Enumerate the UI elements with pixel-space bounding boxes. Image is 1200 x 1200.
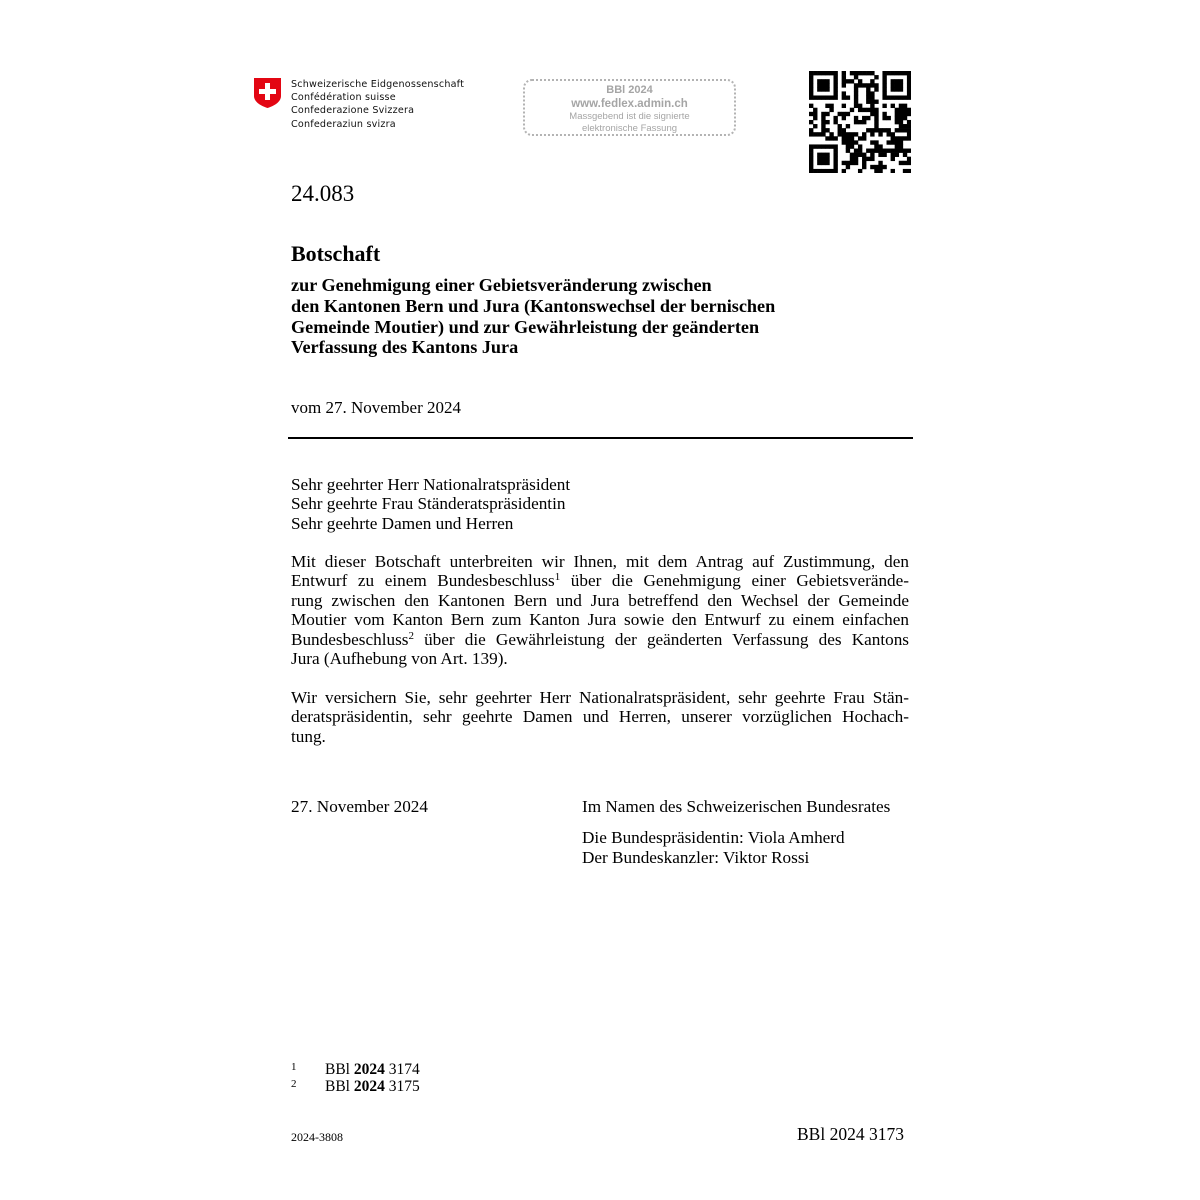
divider: [288, 437, 913, 439]
footnote-year: 2024: [353, 1061, 385, 1078]
paragraph-line: tung.: [291, 726, 326, 746]
stamp-line-1: BBl 2024: [606, 84, 653, 96]
signature-date: 27. November 2024: [291, 797, 428, 816]
footnote-text: [325, 1061, 420, 1078]
paragraph-line: deratspräsidentin, sehr geehrte Damen und Herren, unserer vorzüglichen Hochach-: [291, 707, 909, 727]
footnote-year: 2024: [353, 1078, 385, 1095]
swiss-cross-icon: [253, 77, 282, 109]
paragraph-line: Wir versichern Sie, sehr geehrter Herr Nationalratspräsident, sehr geehrte Frau Stän-: [291, 688, 909, 707]
paragraph-text: über die Genehmigung einer Gebietsverände-: [560, 571, 909, 591]
gov-name-de: Schweizerische Eidgenossenschaft: [291, 79, 465, 90]
footnote-ref-1[interactable]: 1: [554, 571, 561, 584]
footnote-prefix: BBl: [325, 1078, 354, 1095]
paragraph-text: über die Gewährleistung der geänderten Verfassung des Kantons: [413, 629, 909, 649]
president-line: Die Bundespräsidentin: Viola Amherd: [582, 828, 845, 848]
title-line: Verfassung des Kantons Jura: [291, 337, 519, 358]
title-line: Gemeinde Moutier) und zur Gewährleistung der geänderten: [291, 316, 760, 337]
footnote-prefix: BBl: [325, 1061, 354, 1078]
publication-stamp: [523, 79, 736, 136]
paragraph-line: Mit dieser Botschaft unterbreiten wir Ihnen, mit dem Antrag auf Zustimmung, den: [291, 552, 909, 571]
paragraph-text: Entwurf zu einem Bundesbeschluss: [291, 571, 555, 591]
footnote-number: 2: [291, 1078, 297, 1090]
footnote-page: 3175: [384, 1078, 420, 1095]
document-title: [291, 275, 891, 358]
footnote-number: 1: [291, 1061, 297, 1073]
gov-name-it: Confederazione Svizzera: [291, 105, 415, 117]
body-paragraph-1: [291, 552, 909, 668]
gov-name-fr: Confédération suisse: [291, 92, 396, 104]
chancellor-line: Der Bundeskanzler: Viktor Rossi: [582, 847, 810, 867]
salutation-line: Sehr geehrter Herr Nationalratspräsident: [291, 475, 571, 494]
document-id: 2024-3808: [291, 1130, 343, 1144]
stamp-line-3: Massgebend ist die signierte: [569, 111, 690, 122]
paragraph-line: [291, 630, 909, 649]
gov-name-rm: Confederaziun svizra: [291, 118, 396, 130]
salutation-line: Sehr geehrte Damen und Herren: [291, 513, 514, 533]
title-line: zur Genehmigung einer Gebietsveränderung zwischen: [291, 275, 712, 295]
title-line: den Kantonen Bern und Jura (Kantonswechsel der bernischen: [291, 295, 776, 316]
paragraph-text: Bundesbeschluss: [291, 629, 409, 649]
paragraph-line: Moutier vom Kanton Bern zum Kanton Jura sowie den Entwurf zu einem einfachen: [291, 610, 909, 630]
paragraph-line: rung zwischen den Kantonen Bern und Jura betreffend den Wechsel der Gemeinde: [291, 590, 909, 610]
qr-code-icon: [809, 71, 911, 173]
stamp-line-4: elektronische Fassung: [581, 123, 678, 134]
footnote-page: 3174: [384, 1061, 420, 1078]
document-number: 24.083: [291, 181, 355, 206]
signature-block: [582, 797, 890, 867]
stamp-url: www.fedlex.admin.ch: [571, 98, 688, 110]
body-paragraph-2: [291, 688, 909, 746]
footnote-text: [325, 1078, 420, 1095]
salutation-line: Sehr geehrte Frau Ständeratspräsidentin: [291, 494, 566, 514]
paragraph-line: Jura (Aufhebung von Art. 139).: [291, 649, 508, 669]
document-type: Botschaft: [291, 241, 381, 266]
document-date: vom 27. November 2024: [291, 398, 461, 417]
on-behalf-line: Im Namen des Schweizerischen Bundesrates: [582, 797, 891, 816]
government-name-block: [291, 78, 464, 131]
paragraph-line: [291, 571, 909, 590]
page-reference: BBl 2024 3173: [797, 1124, 904, 1144]
footnote-ref-2[interactable]: 2: [408, 629, 414, 642]
salutation: [291, 475, 570, 533]
